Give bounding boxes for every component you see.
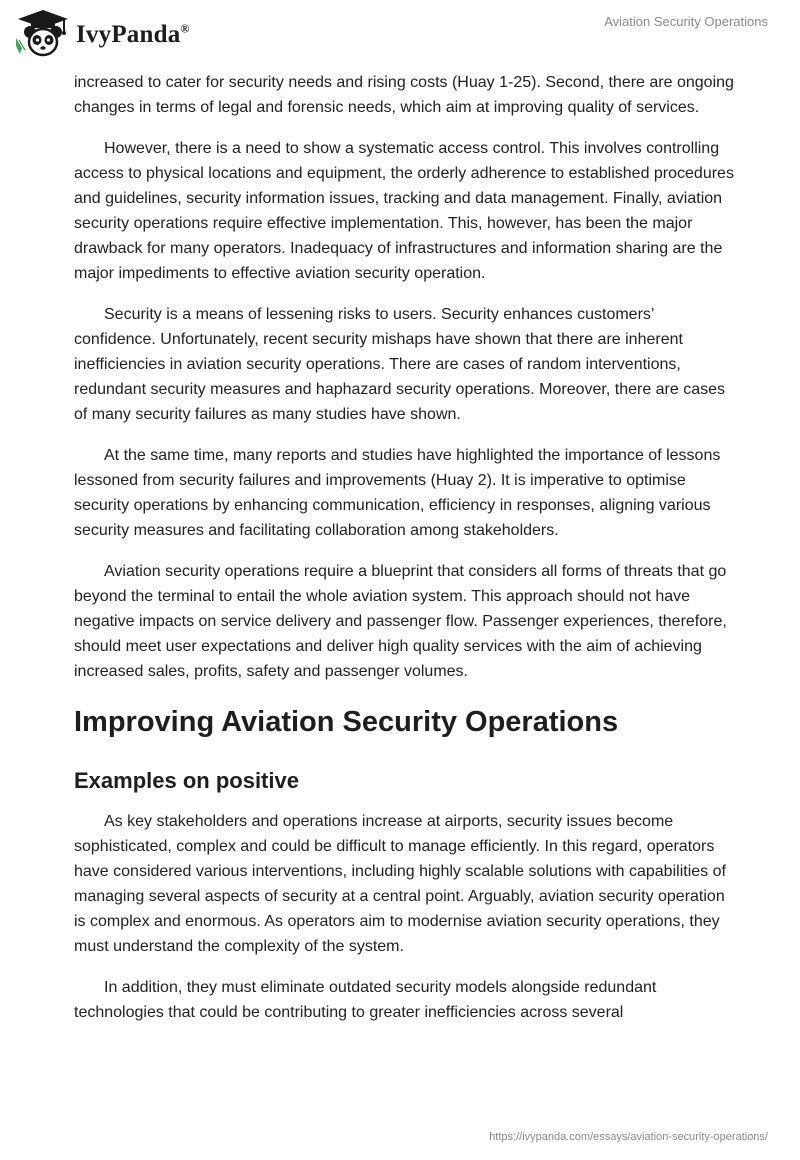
source-url[interactable]: https://ivypanda.com/essays/aviation-security-operations/ [489, 1131, 768, 1143]
brand-name: IvyPanda® [76, 21, 190, 48]
paragraph: Aviation security operations require a blueprint that considers all forms of threats that go beyond the terminal to entail the whole aviation system. This approach should not have negative impacts on service delivery and passenger flow. Passenger experiences, therefore, should meet user expectations and deliver high quality services with the aim of achieving increased sales, profits, safety and passenger volumes. [74, 563, 727, 680]
registered-mark: ® [180, 21, 190, 36]
document-title: Aviation Security Operations [604, 14, 768, 29]
page-header [0, 0, 800, 70]
essay-content [74, 70, 734, 1041]
panda-graduate-icon [14, 8, 72, 58]
paragraph: As key stakeholders and operations increase at airports, security issues become sophisticated, complex and could be difficult to manage efficiently. In this regard, operators have considered various interventions, including highly scalable solutions with capabilities of managing several aspects of security at a central point. Arguably, aviation security operation is complex and enormous. As operators aim to modernise aviation security operations, they must understand the complexity of the system. [74, 813, 726, 955]
subsection-heading: Examples on positive [74, 768, 299, 793]
paragraph: increased to cater for security needs and rising costs (Huay 1-25). Second, there are ongoing changes in terms of legal and forensic needs, which aim at improving quality of services. [74, 74, 734, 116]
paragraph: At the same time, many reports and studies have highlighted the importance of lessons lessoned from security failures and improvements (Huay 2). It is imperative to optimise security operations by enhancing communication, efficiency in responses, aligning various security measures and facilitating collaboration among stakeholders. [74, 447, 721, 539]
paragraph: In addition, they must eliminate outdated security models alongside redundant technologies that could be contributing to greater inefficiencies across several [74, 979, 657, 1021]
ivypanda-logo[interactable] [14, 8, 190, 58]
section-heading: Improving Aviation Security Operations [74, 706, 619, 738]
paragraph: However, there is a need to show a systematic access control. This involves controlling access to physical locations and equipment, the orderly adherence to established procedures and guidelines, security information issues, tracking and data management. Finally, aviation security operations require effective implementation. This, however, has been the major drawback for many operators. Inadequacy of infrastructures and information sharing are the major impediments to effective aviation security operation. [74, 140, 734, 282]
paragraph: Security is a means of lessening risks to users. Security enhances customers’ confidence. Unfortunately, recent security mishaps have shown that there are inherent inefficiencies in aviation security operations. There are cases of random interventions, redundant security measures and haphazard security operations. Moreover, there are cases of many security failures as many studies have shown. [74, 306, 726, 423]
